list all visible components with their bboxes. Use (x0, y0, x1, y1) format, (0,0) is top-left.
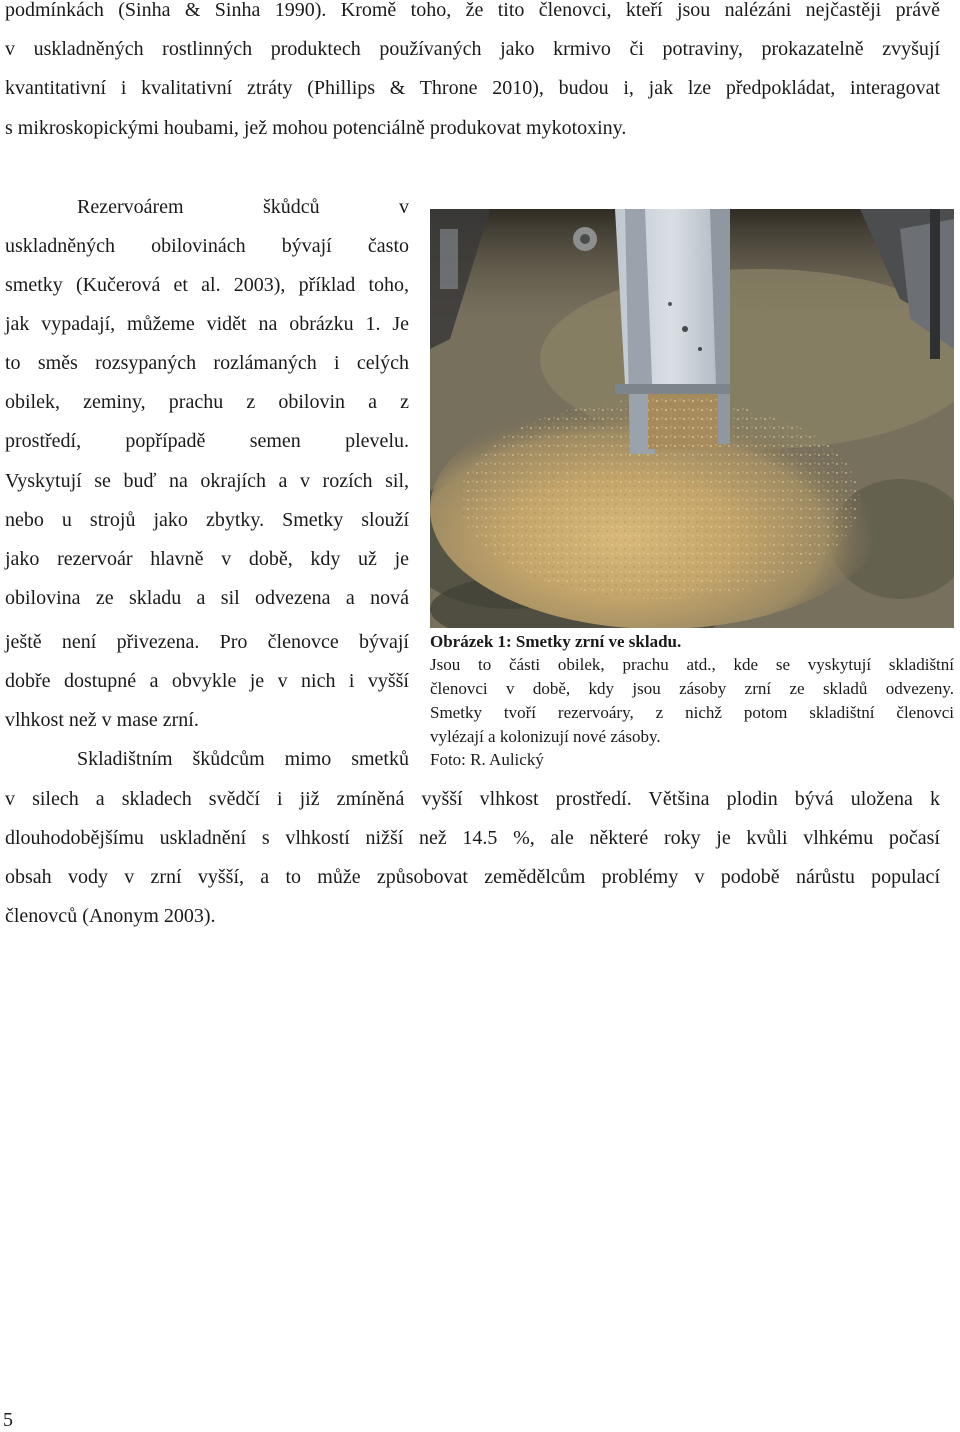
page-number: 5 (3, 1409, 13, 1431)
body-text-line: členovců (Anonym 2003). (5, 905, 216, 927)
body-text-line: podmínkách (Sinha & Sinha 1990). Kromě toho, že tito členovci, kteří jsou nalézáni nejčastěji právě (5, 0, 940, 21)
figure-caption-line: Jsou to části obilek, prachu atd., kde se vyskytují skladištní (430, 655, 954, 674)
column-text-line: jak vypadají, můžeme vidět na obrázku 1. Je (5, 313, 409, 335)
column-text-line: vlhkost než v mase zrní. (5, 709, 199, 731)
figure-caption-line: Smetky tvoří rezervoáry, z nichž potom skladištní členovci (430, 703, 954, 722)
column-text-line: uskladněných obilovinách bývají často (5, 235, 409, 257)
column-text-line: Rezervoárem škůdců v (77, 196, 409, 218)
body-text-line: kvantitativní i kvalitativní ztráty (Phillips & Throne 2010), budou i, jak lze předpokládat, interagovat (5, 77, 940, 99)
column-text-line: nebo u strojů jako zbytky. Smetky slouží (5, 509, 409, 531)
column-text-line: ještě není přivezena. Pro členovce bývají (5, 631, 409, 653)
figure-caption-line: vylézají a kolonizují nové zásoby. (430, 727, 661, 746)
body-text-line: obsah vody v zrní vyšší, a to může způsobovat zemědělcům problémy v podobě nárůstu populací (5, 866, 940, 888)
column-text-line: jako rezervoár hlavně v době, kdy už je (5, 548, 409, 570)
column-text-line: obilek, zeminy, prachu z obilovin a z (5, 391, 409, 413)
body-text-line: v silech a skladech svědčí i již zmíněná vyšší vlhkost prostředí. Většina plodin bývá uložena k (5, 788, 940, 810)
figure-caption-line: členovci v době, kdy jsou zásoby zrní ze skladů odvezeny. (430, 679, 954, 698)
column-text-line: Skladištním škůdcům mimo smetků (77, 748, 409, 770)
figure-caption-title: Obrázek 1: Smetky zrní ve skladu. (430, 632, 682, 651)
column-text-line: smetky (Kučerová et al. 2003), příklad toho, (5, 274, 409, 296)
grain-sweepings-photo (430, 209, 954, 628)
column-text-line: dobře dostupné a obvykle je v nich i vyšší (5, 670, 409, 692)
body-text-line: s mikroskopickými houbami, jež mohou potenciálně produkovat mykotoxiny. (5, 117, 627, 139)
column-text-line: to směs rozsypaných rozlámaných i celých (5, 352, 409, 374)
body-text-line: v uskladněných rostlinných produktech používaných jako krmivo či potraviny, prokazatelně zvyšují (5, 38, 940, 60)
figure-credit: Foto: R. Aulický (430, 750, 544, 769)
column-text-line: prostředí, popřípadě semen plevelu. (5, 430, 409, 452)
column-text-line: Vyskytují se buď na okrajích a v rozích sil, (5, 470, 409, 492)
body-text-line: dlouhodobějšímu uskladnění s vlhkostí nižší než 14.5 %, ale některé roky je kvůli vlhkému počasí (5, 827, 940, 849)
column-text-line: obilovina ze skladu a sil odvezena a nová (5, 587, 409, 609)
